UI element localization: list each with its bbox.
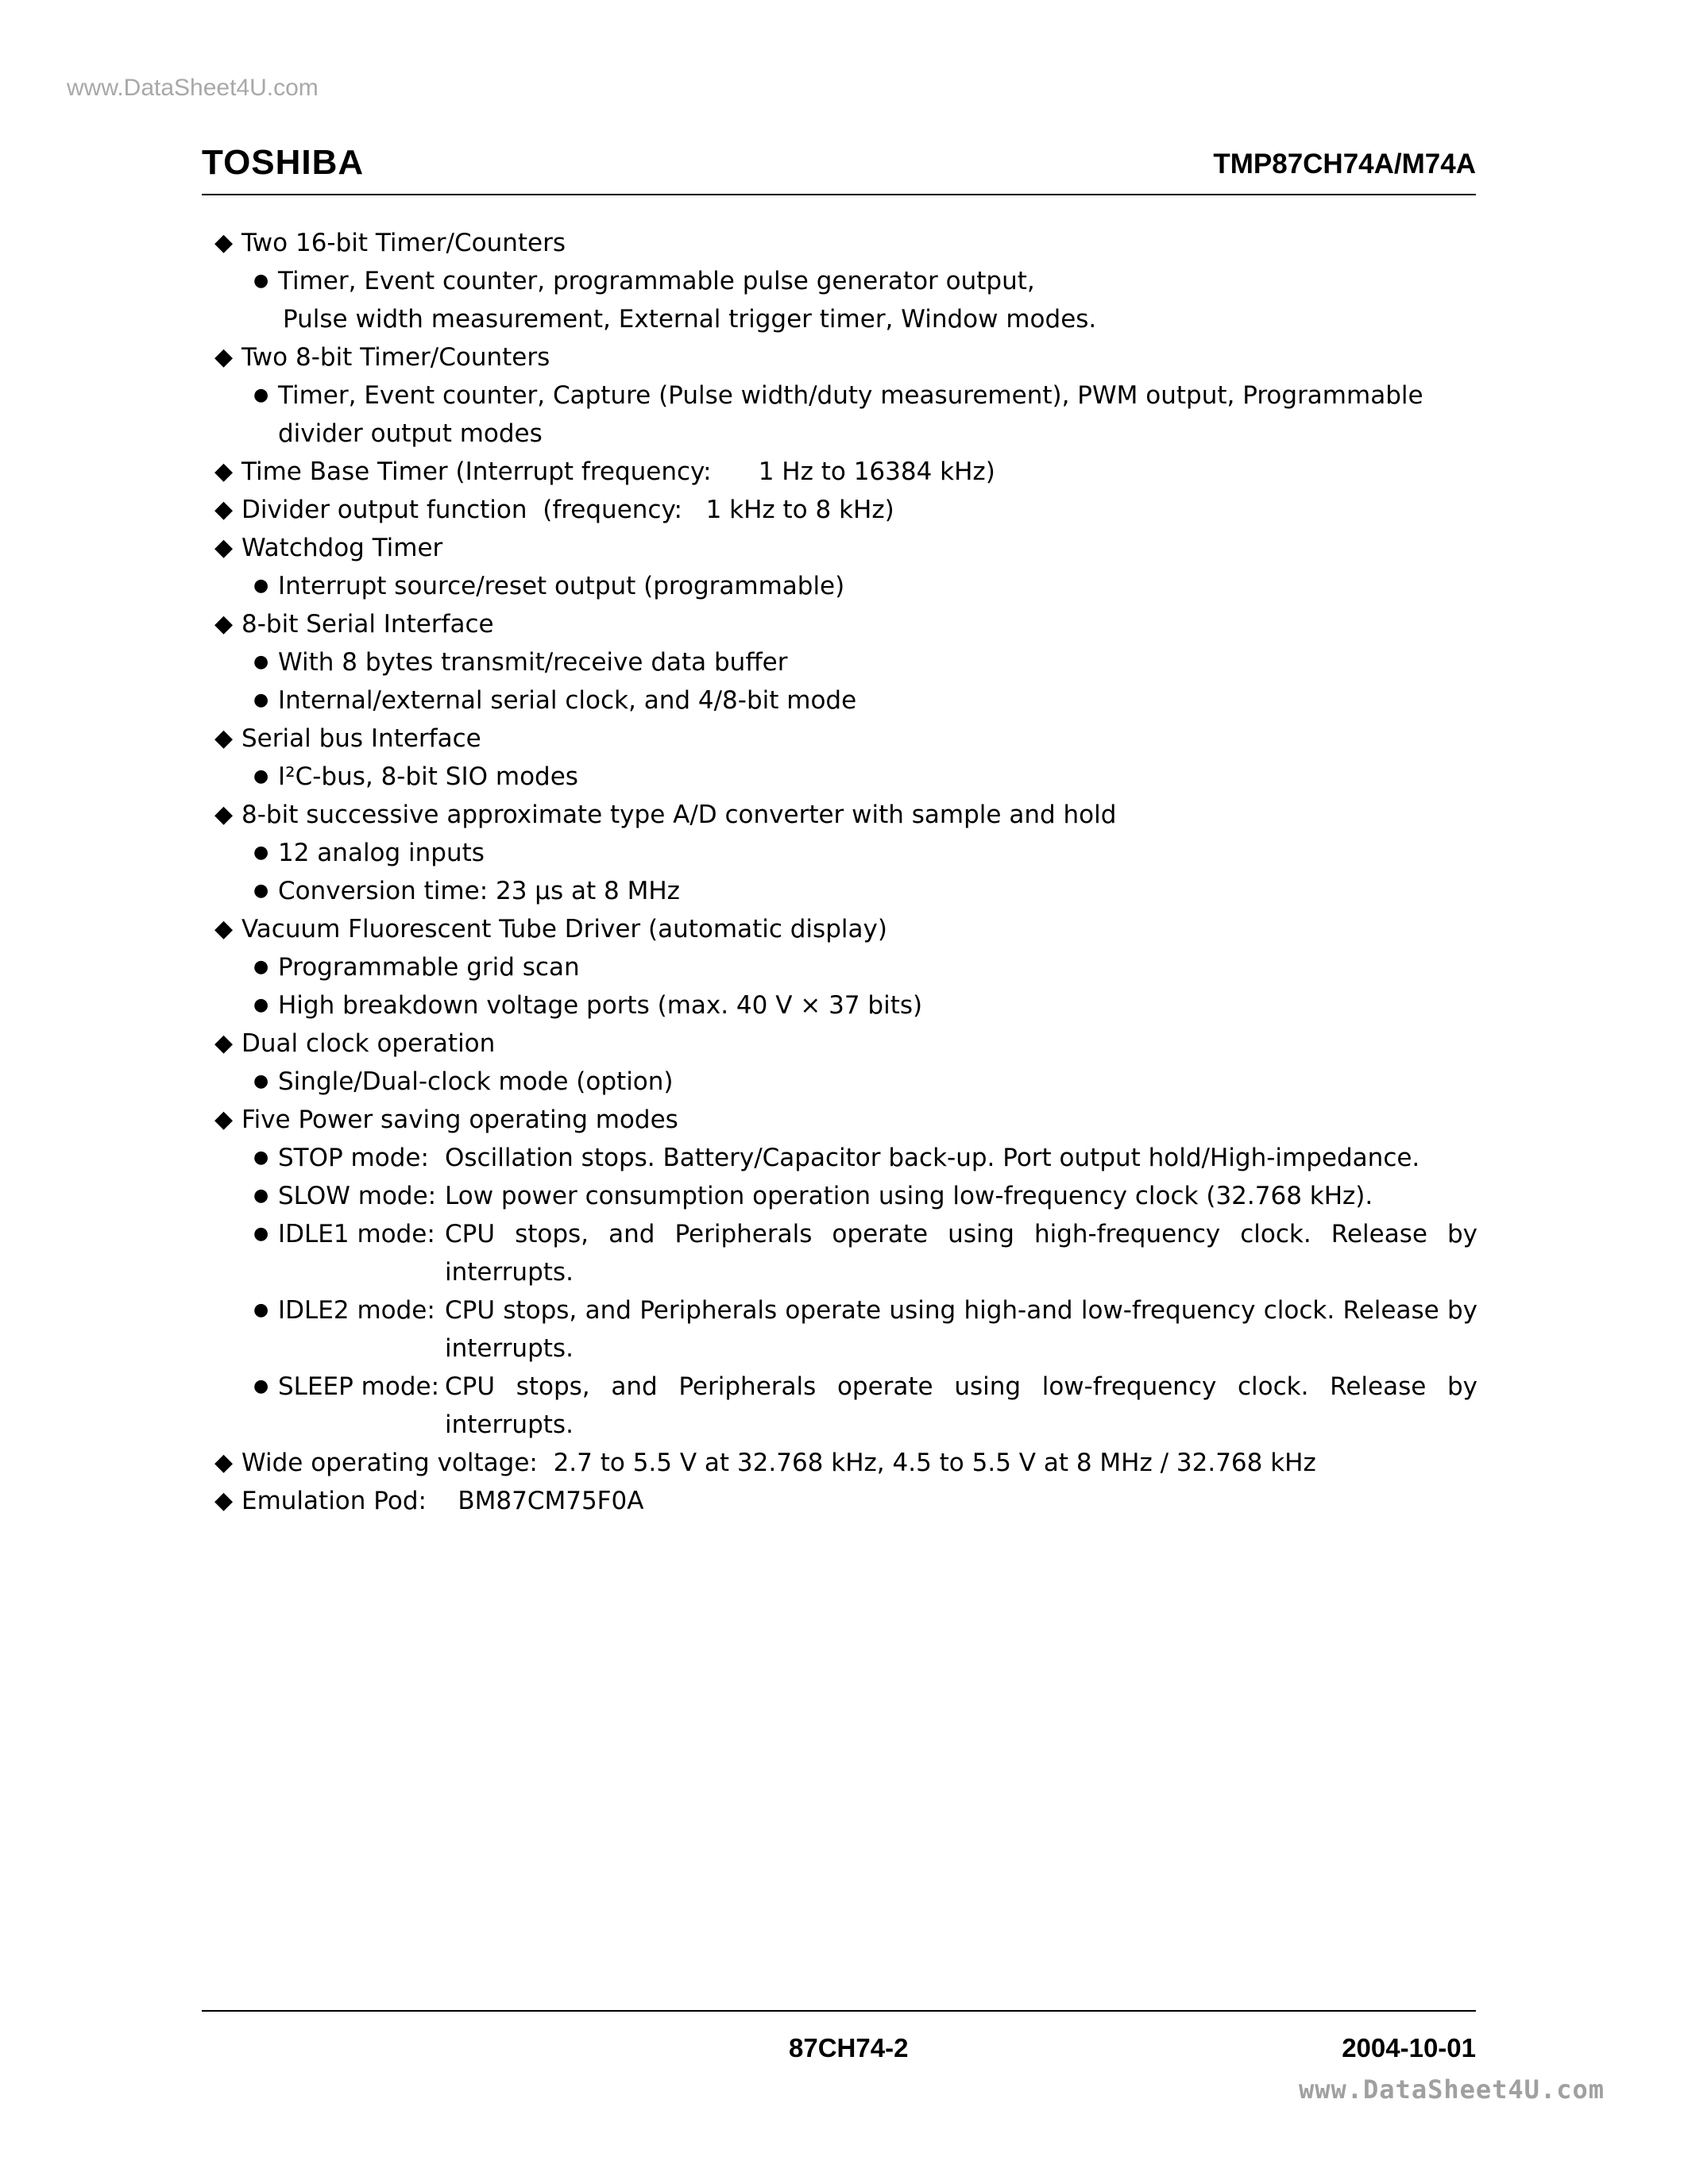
round-bullet-icon: ● xyxy=(253,1186,269,1206)
feature-item xyxy=(214,872,1477,910)
round-bullet-icon: ● xyxy=(253,766,269,786)
feature-section xyxy=(214,1024,1477,1063)
feature-item xyxy=(214,986,1477,1024)
mode-label: IDLE1 mode: xyxy=(278,1220,435,1248)
diamond-bullet-icon: ◆ xyxy=(214,1029,234,1057)
feature-section xyxy=(214,910,1477,948)
round-bullet-icon: ● xyxy=(253,957,269,977)
section-title: Five Power saving operating modes xyxy=(241,1106,678,1134)
section-title: 8-bit successive approximate type A/D converter with sample and hold xyxy=(241,801,1117,829)
section-title: Wide operating voltage: 2.7 to 5.5 V at 32.768 kHz, 4.5 to 5.5 V at 8 MHz / 32.768 kHz xyxy=(241,1449,1316,1477)
feature-item xyxy=(214,262,1477,300)
feature-item xyxy=(214,376,1477,453)
feature-section xyxy=(214,796,1477,834)
item-text: Timer, Event counter, Capture (Pulse width/duty measurement), PWM output, Programmable divider output modes xyxy=(278,381,1423,448)
round-bullet-icon: ● xyxy=(253,1071,269,1091)
mode-description: Oscillation stops. Battery/Capacitor back-up. Port output hold/High-impedance. xyxy=(445,1144,1420,1172)
diamond-bullet-icon: ◆ xyxy=(214,1106,234,1133)
diamond-bullet-icon: ◆ xyxy=(214,801,234,828)
item-text: Timer, Event counter, programmable pulse generator output, xyxy=(278,267,1035,295)
item-text: Pulse width measurement, External trigger timer, Window modes. xyxy=(283,305,1097,334)
power-mode-item xyxy=(214,1291,1477,1368)
feature-section xyxy=(214,1482,1477,1520)
mode-label: SLEEP mode: xyxy=(278,1372,440,1401)
diamond-bullet-icon: ◆ xyxy=(214,343,234,371)
document-id: TMP87CH74A/M74A xyxy=(1213,149,1476,179)
round-bullet-icon: ● xyxy=(253,690,269,710)
section-title: Divider output function (frequency: 1 kHz to 8 kHz) xyxy=(241,496,894,524)
mode-description: Low power consumption operation using low-frequency clock (32.768 kHz). xyxy=(445,1182,1373,1210)
feature-section xyxy=(214,338,1477,376)
diamond-bullet-icon: ◆ xyxy=(214,1487,234,1515)
mode-label: IDLE2 mode: xyxy=(278,1296,435,1325)
item-text: Single/Dual-clock mode (option) xyxy=(278,1067,674,1096)
feature-item xyxy=(214,681,1477,720)
item-text: I²C-bus, 8-bit SIO modes xyxy=(278,762,578,791)
power-mode-item xyxy=(214,1177,1477,1215)
power-mode-item xyxy=(214,1368,1477,1444)
round-bullet-icon: ● xyxy=(253,576,269,596)
round-bullet-icon: ● xyxy=(253,1376,269,1396)
footer-rule xyxy=(202,2010,1476,2012)
feature-item xyxy=(214,643,1477,681)
feature-list xyxy=(214,224,1477,1520)
round-bullet-icon: ● xyxy=(253,843,269,862)
section-title: 8-bit Serial Interface xyxy=(241,610,494,639)
item-text: High breakdown voltage ports (max. 40 V × 37 bits) xyxy=(278,991,923,1020)
diamond-bullet-icon: ◆ xyxy=(214,457,234,485)
section-title: Dual clock operation xyxy=(241,1029,496,1058)
round-bullet-icon: ● xyxy=(253,271,269,291)
section-title: Watchdog Timer xyxy=(241,534,443,562)
feature-item xyxy=(214,948,1477,986)
diamond-bullet-icon: ◆ xyxy=(214,1449,234,1476)
power-mode-item xyxy=(214,1215,1477,1291)
feature-section xyxy=(214,605,1477,643)
feature-section xyxy=(214,224,1477,262)
power-mode-item xyxy=(214,1139,1477,1177)
round-bullet-icon: ● xyxy=(253,995,269,1015)
feature-section xyxy=(214,1444,1477,1482)
watermark-bottom: www.DataSheet4U.com xyxy=(1298,2074,1605,2105)
round-bullet-icon: ● xyxy=(253,1300,269,1320)
watermark-top: www.DataSheet4U.com xyxy=(67,75,319,101)
mode-description: CPU stops, and Peripherals operate using high-frequency clock. Release by interrupts. xyxy=(445,1220,1477,1287)
section-title: Emulation Pod: BM87CM75F0A xyxy=(241,1487,644,1515)
diamond-bullet-icon: ◆ xyxy=(214,610,234,638)
round-bullet-icon: ● xyxy=(253,1148,269,1167)
feature-item xyxy=(214,567,1477,605)
feature-item xyxy=(214,300,1477,338)
feature-section xyxy=(214,529,1477,567)
feature-section xyxy=(214,453,1477,491)
toshiba-logo: TOSHIBA xyxy=(202,143,365,182)
item-text: 12 analog inputs xyxy=(278,839,485,867)
diamond-bullet-icon: ◆ xyxy=(214,229,234,257)
feature-section xyxy=(214,1101,1477,1139)
diamond-bullet-icon: ◆ xyxy=(214,534,234,561)
round-bullet-icon: ● xyxy=(253,881,269,901)
document-date: 2004-10-01 xyxy=(1342,2033,1476,2062)
round-bullet-icon: ● xyxy=(253,385,269,405)
feature-section xyxy=(214,720,1477,758)
item-text: Programmable grid scan xyxy=(278,953,580,982)
feature-section xyxy=(214,491,1477,529)
feature-item xyxy=(214,1063,1477,1101)
diamond-bullet-icon: ◆ xyxy=(214,915,234,943)
feature-item xyxy=(214,834,1477,872)
diamond-bullet-icon: ◆ xyxy=(214,724,234,752)
round-bullet-icon: ● xyxy=(253,652,269,672)
mode-description: CPU stops, and Peripherals operate using high-and low-frequency clock. Release by interrupts. xyxy=(445,1296,1477,1363)
section-title: Time Base Timer (Interrupt frequency: 1 Hz to 16384 kHz) xyxy=(241,457,995,486)
section-title: Serial bus Interface xyxy=(241,724,481,753)
diamond-bullet-icon: ◆ xyxy=(214,496,234,523)
section-title: Two 8-bit Timer/Counters xyxy=(241,343,550,372)
section-title: Vacuum Fluorescent Tube Driver (automatic display) xyxy=(241,915,887,943)
mode-label: SLOW mode: xyxy=(278,1182,437,1210)
item-text: With 8 bytes transmit/receive data buffer xyxy=(278,648,788,677)
mode-label: STOP mode: xyxy=(278,1144,429,1172)
item-text: Interrupt source/reset output (programmable) xyxy=(278,572,845,600)
item-text: Conversion time: 23 μs at 8 MHz xyxy=(278,877,680,905)
item-text: Internal/external serial clock, and 4/8-bit mode xyxy=(278,686,857,715)
section-title: Two 16-bit Timer/Counters xyxy=(241,229,566,257)
mode-description: CPU stops, and Peripherals operate using low-frequency clock. Release by interrupts. xyxy=(445,1372,1477,1439)
header-rule xyxy=(202,194,1476,195)
page-number: 87CH74-2 xyxy=(789,2033,909,2062)
round-bullet-icon: ● xyxy=(253,1224,269,1244)
feature-item xyxy=(214,758,1477,796)
